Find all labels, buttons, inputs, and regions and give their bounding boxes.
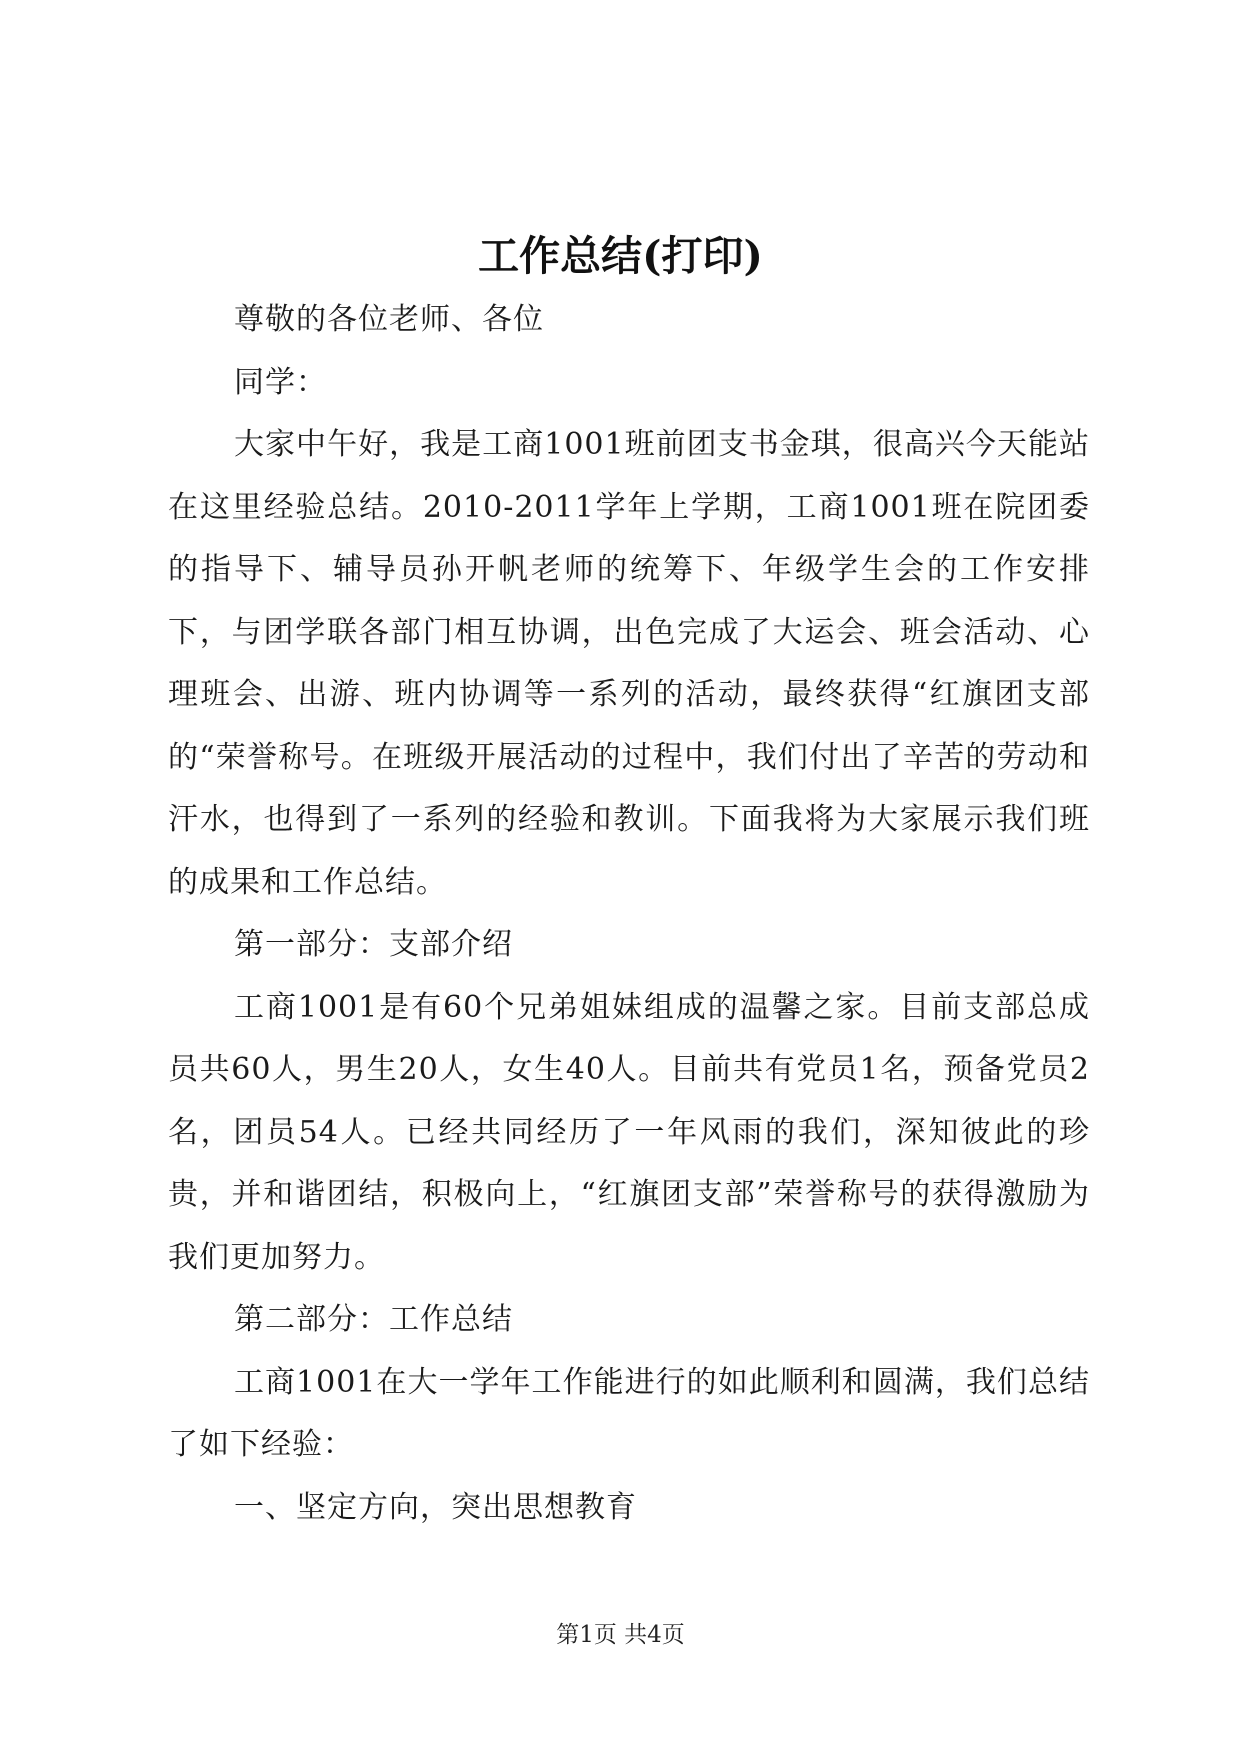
paragraph-work-summary: 工商1001在大一学年工作能进行的如此顺利和圆满，我们总结了如下经验： [168,1364,1090,1462]
subsection-heading-one: 一、坚定方向，突出思想教育 [234,1489,637,1525]
page-number-footer: 第1页 共4页 [556,1622,685,1648]
paragraph-introduction: 大家中午好，我是工商1001班前团支书金琪，很高兴今天能站在这里经验总结。2010-2011学年上学期，工商1001班在院团委的指导下、辅导员孙开帆老师的统筹下、年级学生会的工作安排下，与团学联各部门相互协调，出色完成了大运会、班会活动、心理班会、出游、班内协调等一系列的活动，最终获得“红旗团支部的“荣誉称号。在班级开展活动的过程中，我们付出了辛苦的劳动和汗水，也得到了一系列的经验和教训。下面我将为大家展示我们班的成果和工作总结。 [168,427,1090,900]
section-heading-part-one: 第一部分：支部介绍 [234,927,513,962]
section-heading-part-two: 第二部分：工作总结 [234,1302,513,1337]
paragraph-salutation-1: 尊敬的各位老师、各位 [234,302,544,337]
document-title: 工作总结(打印) [478,232,763,280]
document-body [168,289,1090,1539]
paragraph-salutation-2: 同学： [234,364,327,400]
paragraph-branch-introduction: 工商1001是有60个兄弟姐妹组成的温馨之家。目前支部总成员共60人，男生20人，女生40人。目前共有党员1名，预备党员2名，团员54人。已经共同经历了一年风雨的我们，深知彼此的珍贵，并和谐团结，积极向上，“红旗团支部”荣誉称号的获得激励为我们更加努力。 [168,989,1090,1275]
